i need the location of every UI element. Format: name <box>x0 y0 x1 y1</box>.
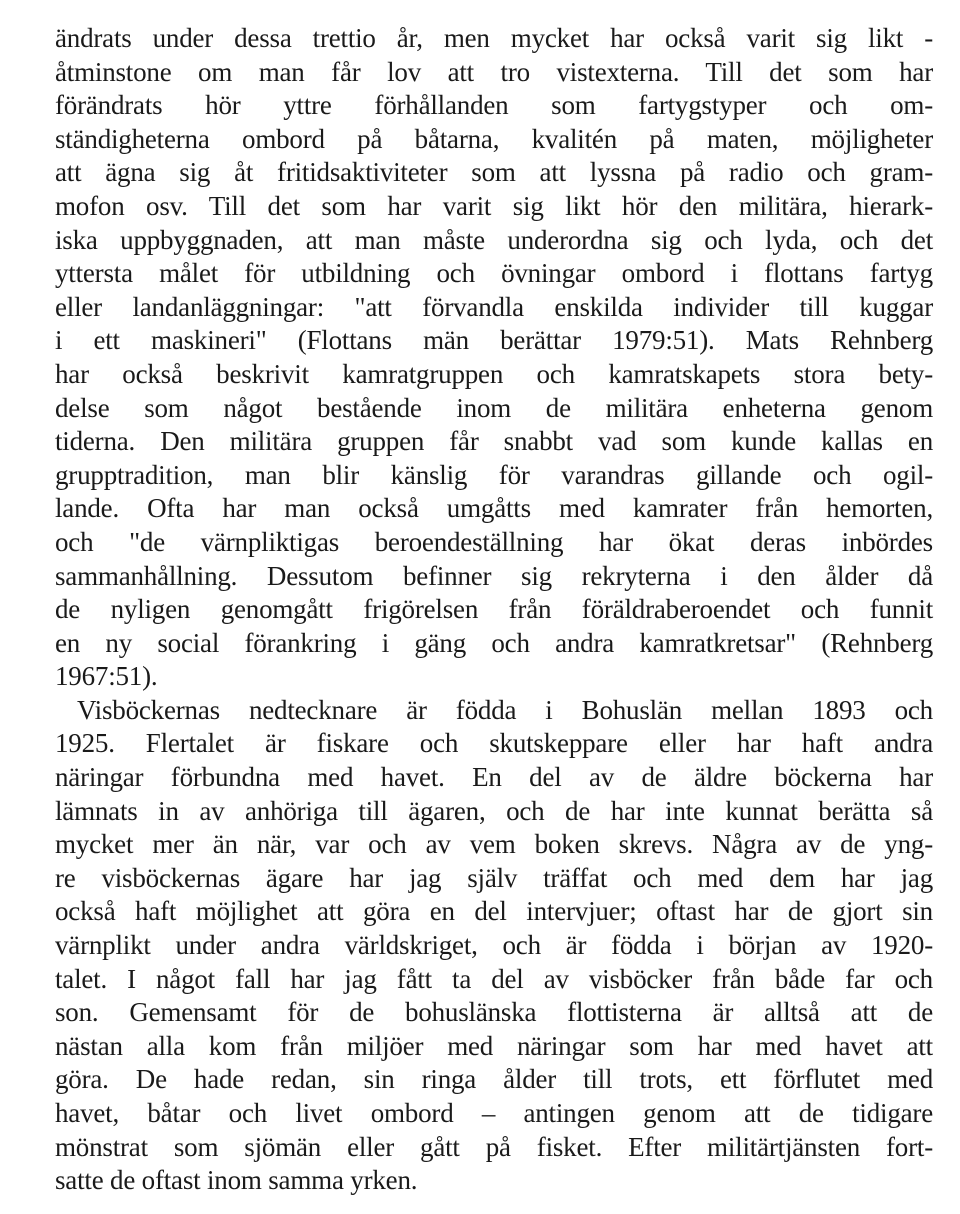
text-line: iska uppbyggnaden, att man måste underordna sig och lyda, och det <box>55 224 933 255</box>
text-line: en ny social förankring i gäng och andra kamratkretsar" (Rehnberg <box>55 627 933 658</box>
text-line: göra. De hade redan, sin ringa ålder till trots, ett förflutet med <box>55 1064 933 1095</box>
text-line: värnplikt under andra världskriget, och är födda i början av 1920- <box>55 930 933 961</box>
text-line: mönstrat som sjömän eller gått på fisket. Efter militärtjänsten fort- <box>55 1131 933 1162</box>
text-line: yttersta målet för utbildning och övningar ombord i flottans fartyg <box>55 258 933 289</box>
text-line: också haft möjlighet att göra en del intervjuer; oftast har de gjort sin <box>55 896 933 927</box>
text-line: åtminstone om man får lov att tro vistexterna. Till det som har <box>55 56 933 87</box>
text-line: ändrats under dessa trettio år, men mycket har också varit sig likt - <box>55 23 933 53</box>
text-line: delse som något bestående inom de militära enheterna genom <box>55 392 933 423</box>
text-line: mycket mer än när, var och av vem boken skrevs. Några av de yng- <box>55 829 933 860</box>
text-line: de nyligen genomgått frigörelsen från föräldraberoendet och funnit <box>55 594 933 625</box>
paragraph <box>55 694 933 1198</box>
document-page <box>55 22 933 1198</box>
text-line: att ägna sig åt fritidsaktiviteter som att lyssna på radio och gram- <box>55 157 933 188</box>
text-line: sammanhållning. Dessutom befinner sig rekryterna i den ålder då <box>55 560 933 591</box>
text-line: 1967:51). <box>55 661 158 692</box>
text-line: havet, båtar och livet ombord – antingen genom att de tidigare <box>55 1098 933 1128</box>
text-line: och "de värnpliktigas beroendeställning har ökat deras inbördes <box>55 526 933 557</box>
text-line: talet. I något fall har jag fått ta del av visböcker från både far och <box>55 963 933 994</box>
text-line: förändrats hör yttre förhållanden som fartygstyper och om- <box>55 90 933 121</box>
text-line: har också beskrivit kamratgruppen och kamratskapets stora bety- <box>55 358 933 389</box>
text-line: eller landanläggningar: "att förvandla enskilda individer till kuggar <box>55 291 933 322</box>
text-line: lämnats in av anhöriga till ägaren, och de har inte kunnat berätta så <box>55 795 933 826</box>
text-line: mofon osv. Till det som har varit sig likt hör den militära, hierark- <box>55 190 933 221</box>
text-line: satte de oftast inom samma yrken. <box>55 1165 418 1196</box>
text-line: nästan alla kom från miljöer med näringar som har med havet att <box>55 1030 933 1061</box>
text-line: i ett maskineri" (Flottans män berättar 1979:51). Mats Rehnberg <box>55 325 933 356</box>
text-line: son. Gemensamt för de bohuslänska flottisterna är alltså att de <box>55 997 933 1028</box>
text-line: tiderna. Den militära gruppen får snabbt vad som kunde kallas en <box>55 426 933 457</box>
paragraph <box>55 22 933 694</box>
text-line: näringar förbundna med havet. En del av de äldre böckerna har <box>55 762 933 793</box>
text-line: lande. Ofta har man också umgåtts med kamrater från hemorten, <box>55 493 933 524</box>
text-line: ständigheterna ombord på båtarna, kvalitén på maten, möjligheter <box>55 123 933 154</box>
text-line: grupptradition, man blir känslig för varandras gillande och ogil- <box>55 459 933 490</box>
text-line: 1925. Flertalet är fiskare och skutskeppare eller har haft andra <box>55 728 933 759</box>
text-line: Visböckernas nedtecknare är födda i Bohuslän mellan 1893 och <box>77 694 933 725</box>
text-line: re visböckernas ägare har jag själv träffat och med dem har jag <box>55 862 933 893</box>
